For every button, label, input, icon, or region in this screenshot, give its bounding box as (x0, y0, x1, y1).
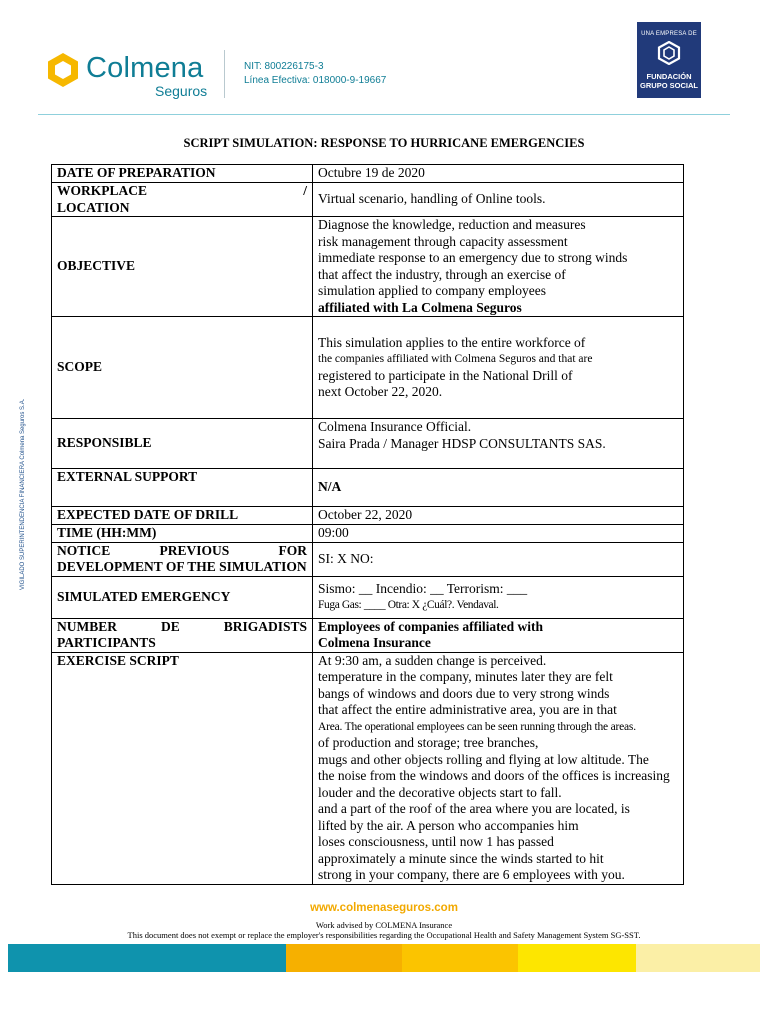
header-divider (224, 50, 225, 98)
colmena-hexagon-logo-icon (46, 52, 80, 88)
value-notice: SI: X NO: (313, 542, 684, 576)
company-contact (244, 60, 386, 88)
script-line: that affect the entire administrative area, you are in that (318, 702, 617, 717)
label-external-support: EXTERNAL SUPPORT (52, 469, 313, 507)
row-scope (52, 317, 684, 419)
script-line: At 9:30 am, a sudden change is perceived. (318, 652, 547, 668)
objective-line: immediate response to an emergency due to strong winds (318, 250, 628, 265)
row-time (52, 525, 684, 543)
row-date-preparation (52, 165, 684, 183)
label-scope: SCOPE (52, 317, 313, 419)
objective-line: risk management through capacity assessment (318, 233, 568, 249)
emergency-line: Fuga Gas: ____ Otra: X ¿Cuál?. Vendaval. (318, 599, 499, 611)
label-notice-line2: DEVELOPMENT OF THE SIMULATION (57, 559, 307, 574)
script-line: louder and the decorative objects start to fall. (318, 784, 562, 800)
brand-subtitle: Seguros (155, 83, 208, 99)
nit-number: NIT: 800226175-3 (244, 61, 324, 72)
label-workplace-a: WORKPLACE (57, 183, 148, 198)
label-participants (52, 618, 313, 652)
label-expected-date: EXPECTED DATE OF DRILL (52, 507, 313, 525)
value-objective (313, 217, 684, 317)
participants-line: Colmena Insurance (318, 635, 431, 650)
label-notice (52, 542, 313, 576)
value-expected-date: October 22, 2020 (313, 507, 684, 525)
row-responsible (52, 419, 684, 469)
emergency-line: Sismo: __ Incendio: __ Terrorism: ___ (318, 580, 528, 596)
value-time: 09:00 (313, 525, 684, 543)
phone-line: Línea Efectiva: 018000-9-19667 (244, 75, 387, 86)
footer-website-link[interactable]: www.colmenaseguros.com (310, 902, 458, 914)
label-exercise-script: EXERCISE SCRIPT (52, 652, 313, 884)
row-notice (52, 542, 684, 576)
label-workplace-b: LOCATION (57, 199, 130, 215)
script-line: approximately a minute since the winds started to hit (318, 850, 604, 866)
objective-line: that affect the industry, through an exercise of (318, 266, 566, 282)
row-exercise-script (52, 652, 684, 884)
script-line: bangs of windows and doors due to very strong winds (318, 685, 610, 701)
scope-line: next October 22, 2020. (318, 384, 443, 399)
label-notice-line1: NOTICE PREVIOUS FOR (57, 542, 307, 558)
label-objective: OBJECTIVE (52, 217, 313, 317)
simulation-form-table (51, 164, 684, 885)
objective-line: Diagnose the knowledge, reduction and measures (318, 217, 586, 232)
row-simulated-emergency (52, 576, 684, 618)
row-expected-date (52, 507, 684, 525)
script-line: lifted by the air. A person who accompanies him (318, 817, 579, 833)
row-workplace (52, 183, 684, 217)
header-rule (38, 114, 730, 115)
participants-line: Employees of companies affiliated with (318, 618, 543, 634)
label-participants-line1: NUMBER DE BRIGADISTS (57, 618, 307, 634)
badge-name (637, 72, 701, 90)
badge-name-line1: FUNDACIÓN (646, 72, 692, 81)
badge-name-line2: GRUPO SOCIAL (640, 81, 698, 90)
document-header (0, 0, 768, 115)
footer-color-bar-4 (518, 944, 636, 972)
scope-line: registered to participate in the National Drill of (318, 367, 573, 383)
label-responsible: RESPONSIBLE (52, 419, 313, 469)
fundacion-badge (637, 22, 701, 98)
script-line: Area. The operational employees can be seen running through the areas. (318, 720, 636, 733)
value-workplace: Virtual scenario, handling of Online tools. (313, 183, 684, 217)
objective-bold-line: affiliated with La Colmena Seguros (318, 299, 522, 315)
value-simulated-emergency (313, 576, 684, 618)
row-objective (52, 217, 684, 317)
footer-disclaimer-text: This document does not exempt or replace the employer's responsibilities regarding the Occupational Health and Safety Management System SG-SST. (127, 930, 641, 940)
label-workplace-slash: / (303, 183, 307, 198)
footer-color-bar-2 (286, 944, 402, 972)
label-participants-line2: PARTICIPANTS (57, 635, 156, 650)
value-participants (313, 618, 684, 652)
row-external-support (52, 469, 684, 507)
side-vigilado-text: VIGILADO SUPERINTENDENCIA FINANCIERA Colmena Seguros S.A. (20, 398, 26, 590)
footer-color-bar-3 (402, 944, 518, 972)
label-workplace (52, 183, 313, 217)
row-participants (52, 618, 684, 652)
responsible-line: Colmena Insurance Official. (318, 419, 472, 434)
script-line: the noise from the windows and doors of the offices is increasing (318, 768, 670, 783)
label-date-preparation: DATE OF PREPARATION (52, 165, 313, 183)
footer-color-bar-5 (636, 944, 760, 972)
value-exercise-script (313, 652, 684, 884)
value-date-preparation: Octubre 19 de 2020 (313, 165, 684, 183)
scope-line: the companies affiliated with Colmena Seguros and that are (318, 353, 593, 365)
script-line: temperature in the company, minutes later they are felt (318, 669, 613, 684)
label-time: TIME (HH:MM) (52, 525, 313, 543)
badge-caption: UNA EMPRESA DE (641, 31, 697, 37)
value-external-support: N/A (313, 469, 684, 507)
value-scope (313, 317, 684, 419)
document-title: SCRIPT SIMULATION: RESPONSE TO HURRICANE EMERGENCIES (183, 136, 585, 150)
footer-color-bar-1 (8, 944, 286, 972)
footer-advised-text: Work advised by COLMENA Insurance (315, 920, 453, 930)
label-simulated-emergency: SIMULATED EMERGENCY (52, 576, 313, 618)
value-responsible (313, 419, 684, 469)
objective-line: simulation applied to company employees (318, 283, 546, 298)
responsible-line: Saira Prada / Manager HDSP CONSULTANTS SAS. (318, 435, 606, 451)
script-line: mugs and other objects rolling and flying at low altitude. The (318, 751, 649, 767)
scope-line: This simulation applies to the entire workforce of (318, 334, 586, 350)
script-line: strong in your company, there are 6 employees with you. (318, 867, 625, 882)
fundacion-hexagon-icon (657, 41, 681, 65)
script-line: and a part of the roof of the area where you are located, is (318, 801, 630, 816)
brand-name: Colmena (86, 52, 204, 84)
script-line: of production and storage; tree branches, (318, 735, 539, 750)
script-line: loses consciousness, until now 1 has passed (318, 834, 554, 849)
